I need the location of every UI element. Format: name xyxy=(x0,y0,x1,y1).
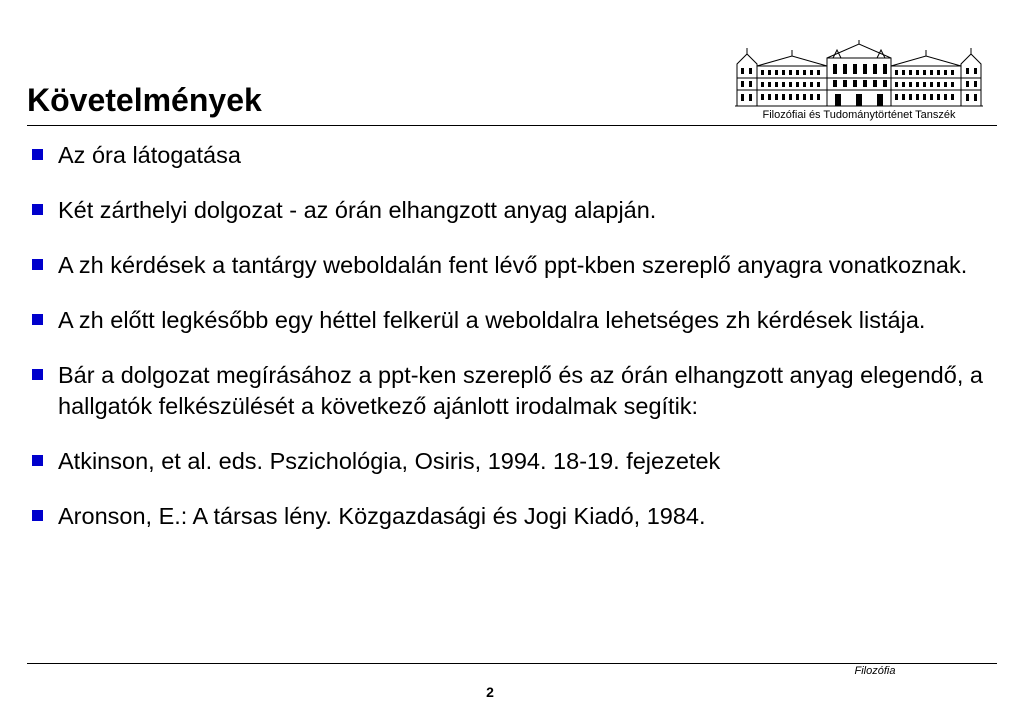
footer-divider xyxy=(27,663,997,664)
list-item xyxy=(32,501,997,532)
bullet-square-icon xyxy=(32,455,43,466)
header-divider xyxy=(27,125,997,126)
list-item-text: A zh kérdések a tantárgy weboldalán fent lévő ppt-kben szereplő anyagra vonatkoznak. xyxy=(58,252,968,278)
department-name: Filozófiai és Tudománytörténet Tanszék xyxy=(762,109,956,121)
bullet-list xyxy=(32,140,997,556)
bullet-square-icon xyxy=(32,314,43,325)
list-item-text: Az óra látogatása xyxy=(58,142,241,168)
list-item xyxy=(32,446,997,477)
slide-title: Követelmények xyxy=(27,82,262,118)
list-item xyxy=(32,305,997,336)
list-item-text: Bár a dolgozat megírásához a ppt-ken szereplő és az órán elhangzott anyag elegendő, a hallgatók felkészülését a következő ajánlott irodalmak segítik: xyxy=(58,362,983,419)
bullet-square-icon xyxy=(32,510,43,521)
university-building-icon xyxy=(733,40,985,108)
bullet-square-icon xyxy=(32,259,43,270)
list-item xyxy=(32,140,997,171)
list-item-text: Atkinson, et al. eds. Pszichológia, Osiris, 1994. 18-19. fejezetek xyxy=(58,448,721,474)
list-item xyxy=(32,250,997,281)
bullet-square-icon xyxy=(32,369,43,380)
list-item xyxy=(32,360,997,422)
bullet-square-icon xyxy=(32,204,43,215)
list-item-text: Két zárthelyi dolgozat - az órán elhangzott anyag alapján. xyxy=(58,197,657,223)
bullet-square-icon xyxy=(32,149,43,160)
list-item xyxy=(32,195,997,226)
list-item-text: A zh előtt legkésőbb egy héttel felkerül a weboldalra lehetséges zh kérdések listája. xyxy=(58,307,926,333)
footer-label: Filozófia xyxy=(854,665,896,677)
list-item-text: Aronson, E.: A társas lény. Közgazdasági és Jogi Kiadó, 1984. xyxy=(58,503,706,529)
page-number: 2 xyxy=(486,684,494,700)
